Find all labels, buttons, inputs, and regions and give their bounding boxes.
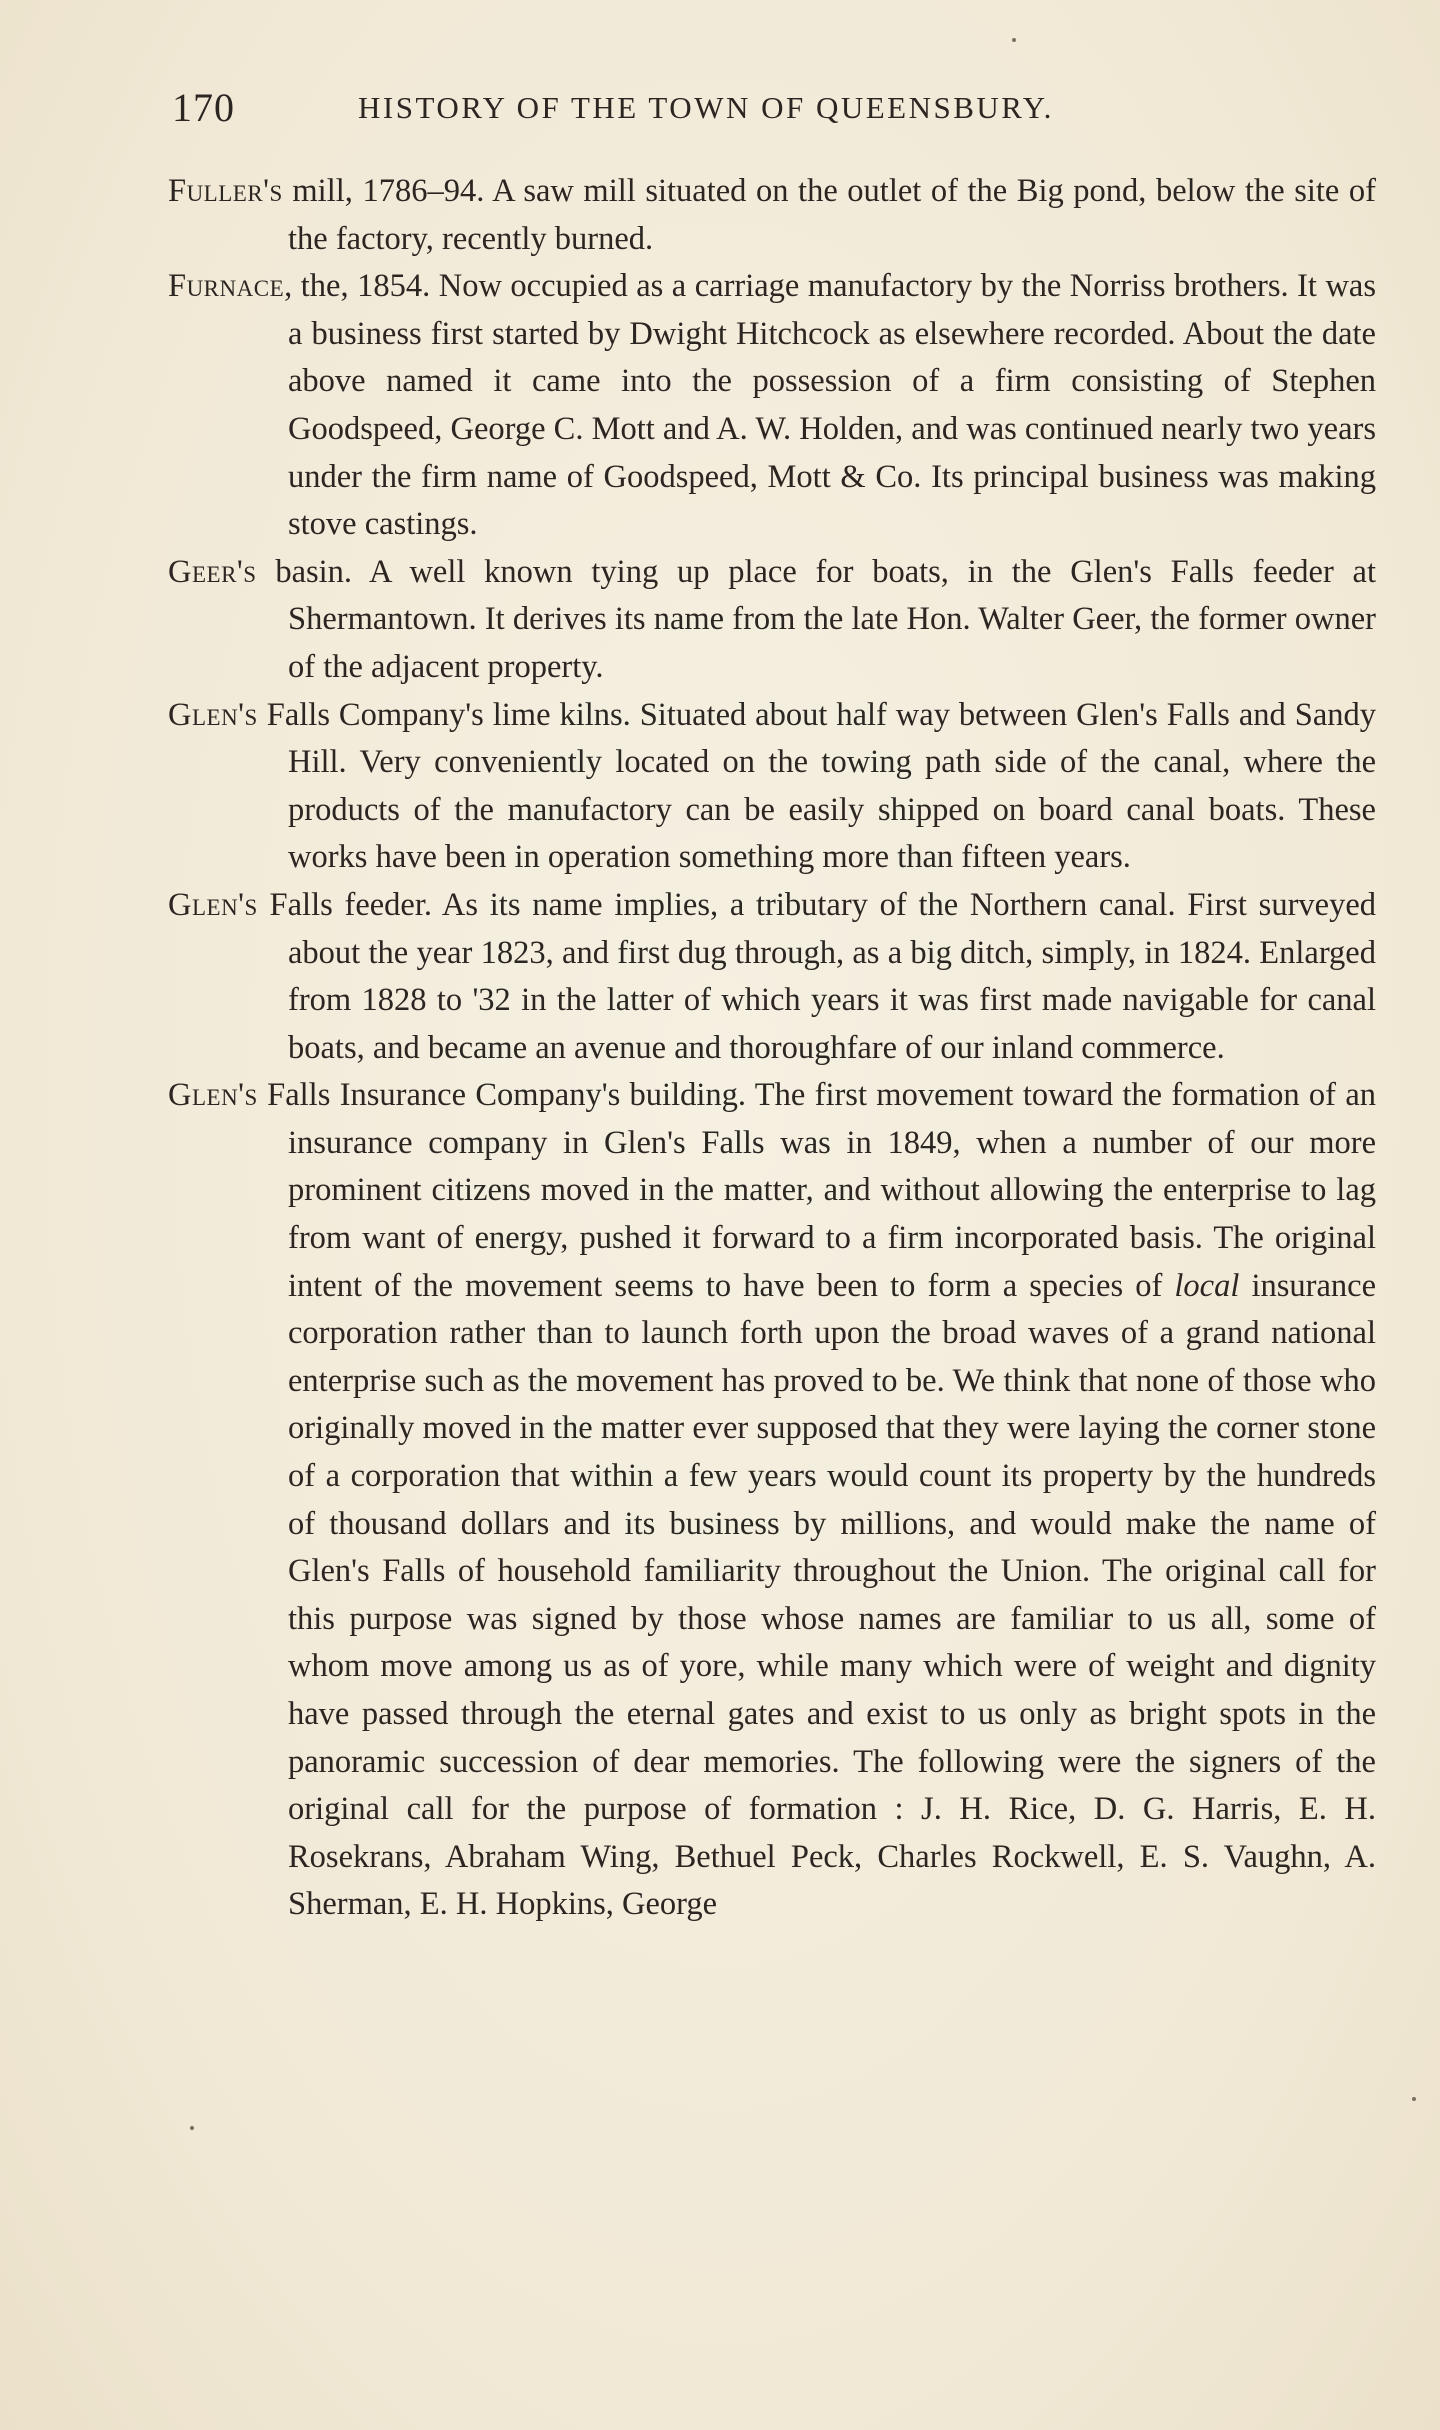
entry-falls-feeder — [168, 882, 1376, 1072]
entry-lime-kilns — [168, 692, 1376, 882]
gazetteer-entries — [168, 168, 1376, 1929]
page-header — [172, 84, 1372, 134]
entry-term: Fuller's — [168, 173, 283, 209]
entry-text: , the, 1854. Now occupied as a carriage manufactory by the Norriss brothers. It was a business first started by Dwight Hitchcock as elsewhere recorded. About the date above named it came into the possession of a firm consisting of Stephen Goodspeed, George C. Mott and A. W. Holden, and was continued nearly two years under the firm name of Goodspeed, Mott & Co. Its principal business was making stove castings. — [284, 268, 1376, 543]
entry-text: Falls Insurance Company's building. The first movement toward the formation of an insurance company in Glen's Falls was in 1849, when a number of our more prominent citizens moved in the matter, and without allowing the enterprise to lag from want of energy, pushed it forward to a firm incorporated basis. The original intent of the movement seems to have been to form a species of — [257, 1077, 1376, 1304]
entry-fullers-mill — [168, 168, 1376, 263]
entry-term: Glen's — [168, 886, 258, 923]
entry-text: basin. A well known tying up place for boats, in the Glen's Falls feeder at Shermantown. It derives its name from the late Hon. Walter Geer, the former owner of the adjacent property. — [256, 553, 1376, 685]
entry-term: Glen's — [168, 696, 258, 733]
entry-insurance-company — [168, 1072, 1376, 1929]
entry-text: Falls feeder. As its name implies, a tributary of the Northern canal. First surveyed about the year 1823, and first dug through, as a big ditch, simply, in 1824. Enlarged from 1828 to '32 in the latter of which years it was first made navigable for canal boats, and became an avenue and thoroughfare of our inland commerce. — [257, 886, 1376, 1066]
running-title: HISTORY OF THE TOWN OF QUEENSBURY. — [358, 90, 1054, 125]
paper-speck — [1412, 2097, 1416, 2101]
paper-speck — [1012, 38, 1016, 42]
entry-term: Geer's — [168, 553, 257, 590]
entry-term: Glen's — [168, 1077, 258, 1114]
entry-text-continued: insurance corporation rather than to launch forth upon the broad waves of a grand national enterprise such as the movement has proved to be. We think that none of those who originally moved in the matter ever supposed that they were laying the corner stone of a corporation that within a few years would count its property by the hundreds of thousand dollars and its business by millions, and would make the name of Glen's Falls of household familiarity throughout the Union. The original call for this purpose was signed by those whose names are familiar to us all, some of whom move among us as of yore, while many which were of weight and dignity have passed through the eternal gates and exist to us only as bright spots in the panoramic succession of dear memories. The following were the signers of the original call for the purpose of formation : J. H. Rice, D. G. Harris, E. H. Rosekrans, Abraham Wing, Bethuel Peck, Charles Rockwell, E. S. Vaughn, A. Sherman, E. H. Hopkins, George — [288, 1267, 1377, 1923]
page-number: 170 — [172, 85, 235, 130]
entry-text: Falls Company's lime kilns. Situated about half way between Glen's Falls and Sandy Hill. Very conveniently located on the towing path side of the canal, where the products of the manufactory can be easily shipped on board canal boats. These works have been in operation something more than fifteen years. — [257, 696, 1376, 876]
entry-emphasis: local — [1174, 1267, 1240, 1304]
entry-geers-basin — [168, 549, 1376, 692]
entry-text: mill, 1786–94. A saw mill situated on the outlet of the Big pond, below the site of the factory, recently burned. — [282, 173, 1376, 257]
entry-term: Furnace — [168, 268, 285, 305]
entry-furnace — [168, 263, 1376, 549]
paper-speck — [190, 2126, 194, 2130]
